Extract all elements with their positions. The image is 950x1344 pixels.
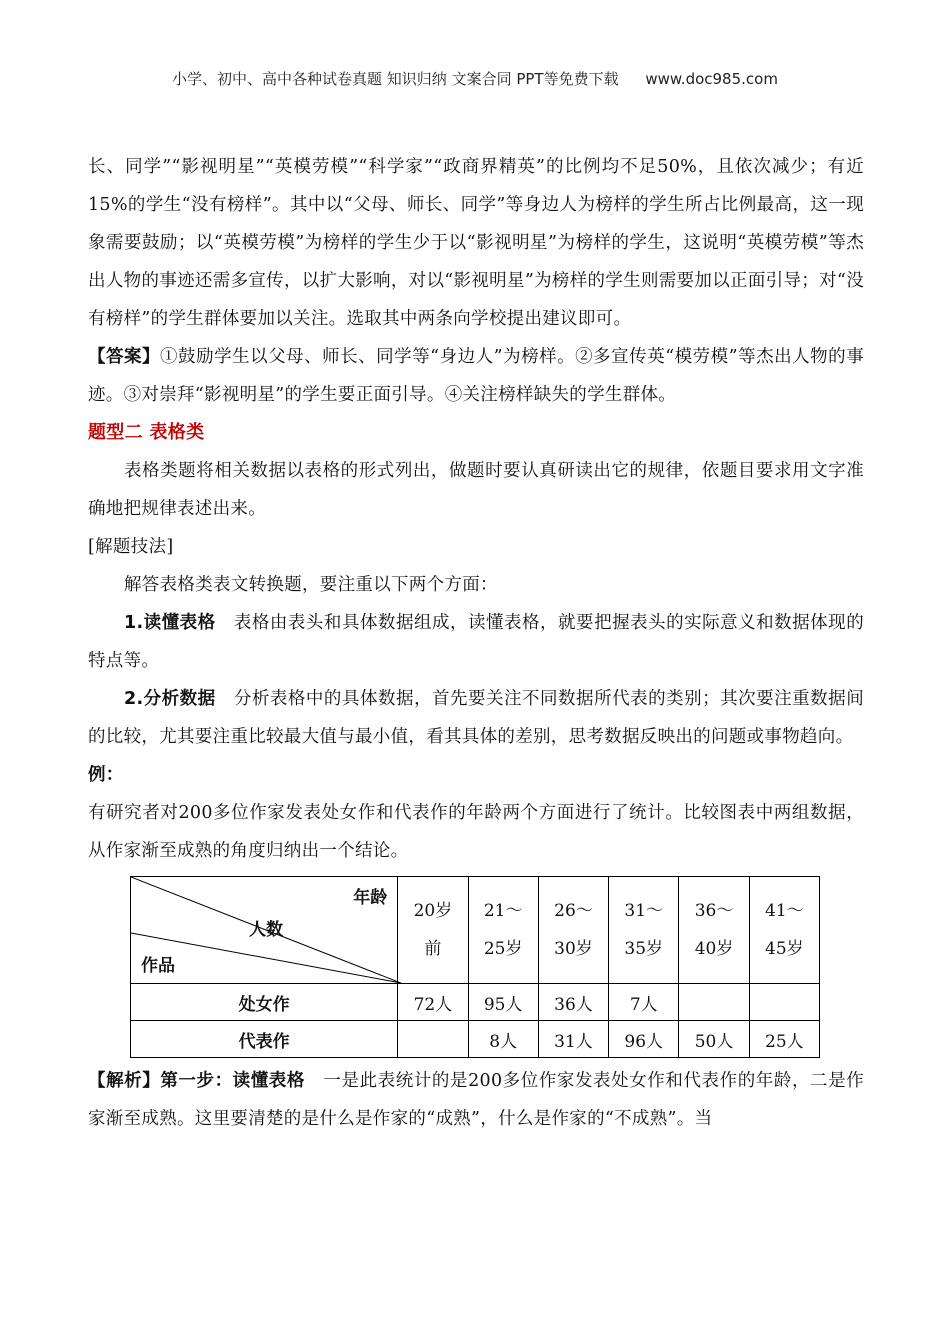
- answer-text: ①鼓励学生以父母、师长、同学等“身边人”为榜样。②多宣传英“模劳模”等杰出人物的事迹。③对崇拜“影视明星”的学生要正面引导。④关注榜样缺失的学生群体。: [88, 347, 864, 405]
- example-label: 例：: [88, 765, 124, 785]
- age-column-header: 41～ 45岁: [749, 877, 819, 984]
- table-row: [131, 1021, 820, 1058]
- table-cell: [679, 984, 749, 1021]
- method-intro: 解答表格类表文转换题，要注重以下两个方面：: [124, 575, 498, 595]
- point-1-text: 表格由表头和具体数据组成，读懂表格，就要把握表头的实际意义和数据体现的特点等。: [88, 613, 864, 671]
- intro-paragraph: 表格类题将相关数据以表格的形式列出，做题时要认真研读出它的规律，依题目要求用文字准确地把规律表述出来。: [88, 461, 864, 519]
- data-table: [130, 876, 820, 1058]
- corner-label-count: 人数: [249, 920, 283, 940]
- table-header-row: [131, 877, 820, 984]
- point-1-label: 1.读懂表格: [124, 613, 216, 633]
- age-column-header: 31～ 35岁: [609, 877, 679, 984]
- age-column-header: 36～ 40岁: [679, 877, 749, 984]
- analysis-text: 一是此表统计的是200多位作家发表处女作和代表作的年龄，二是作家渐至成熟。这里要清楚的是什么是作家的“成熟”，什么是作家的“不成熟”。当: [88, 1071, 864, 1129]
- age-column-header: 20岁 前: [398, 877, 468, 984]
- table-cell: [749, 984, 819, 1021]
- section-title: 题型二 表格类: [88, 422, 205, 443]
- table-cell: 95人: [468, 984, 538, 1021]
- header-text: 小学、初中、高中各种试卷真题 知识归纳 文案合同 PPT等免费下载: [172, 70, 619, 88]
- table-cell: [398, 1021, 468, 1058]
- answer-label: 【答案】: [88, 347, 161, 367]
- age-column-header: 26～ 30岁: [538, 877, 608, 984]
- table-cell: 72人: [398, 984, 468, 1021]
- table-cell: 7人: [609, 984, 679, 1021]
- table-cell: 31人: [538, 1021, 608, 1058]
- header-url[interactable]: www.doc985.com: [645, 70, 778, 88]
- method-title: [解题技法]: [88, 537, 174, 557]
- corner-label-age: 年龄: [353, 888, 388, 908]
- corner-label-works: 作品: [141, 956, 175, 976]
- row-header: 代表作: [131, 1021, 398, 1058]
- analysis-paragraph: [88, 1062, 864, 1138]
- point-2-text: 分析表格中的具体数据，首先要关注不同数据所代表的类别；其次要注重数据间的比较，尤其要注重比较最大值与最小值，看其具体的差别，思考数据反映出的问题或事物趋向。: [88, 689, 864, 747]
- answer-paragraph: [88, 338, 864, 414]
- point-2: [88, 680, 864, 756]
- table-cell: 50人: [679, 1021, 749, 1058]
- point-1: [88, 604, 864, 680]
- table-corner-cell: [131, 877, 398, 984]
- table-cell: 36人: [538, 984, 608, 1021]
- document-body: [88, 148, 864, 1138]
- table-cell: 96人: [609, 1021, 679, 1058]
- point-2-label: 2.分析数据: [124, 689, 216, 709]
- row-header: 处女作: [131, 984, 398, 1021]
- analysis-label: 【解析】第一步：读懂表格: [88, 1071, 305, 1091]
- page-header: [0, 68, 950, 89]
- table-row: [131, 984, 820, 1021]
- table-cell: 25人: [749, 1021, 819, 1058]
- age-column-header: 21～ 25岁: [468, 877, 538, 984]
- example-text: 有研究者对200多位作家发表处女作和代表作的年龄两个方面进行了统计。比较图表中两组数据，从作家渐至成熟的角度归纳出一个结论。: [88, 803, 864, 861]
- table-cell: 8人: [468, 1021, 538, 1058]
- paragraph-continued: 长、同学”“影视明星”“英模劳模”“科学家”“政商界精英”的比例均不足50%，且依次减少；有近15%的学生“没有榜样”。其中以“父母、师长、同学”等身边人为榜样的学生所占比例最高，这一现象需要鼓励；以“英模劳模”为榜样的学生少于以“影视明星”为榜样的学生，这说明“英模劳模”等杰出人物的事迹还需多宣传，以扩大影响，对以“影视明星”为榜样的学生则需要加以正面引导；对“没有榜样”的学生群体要加以关注。选取其中两条向学校提出建议即可。: [88, 157, 864, 329]
